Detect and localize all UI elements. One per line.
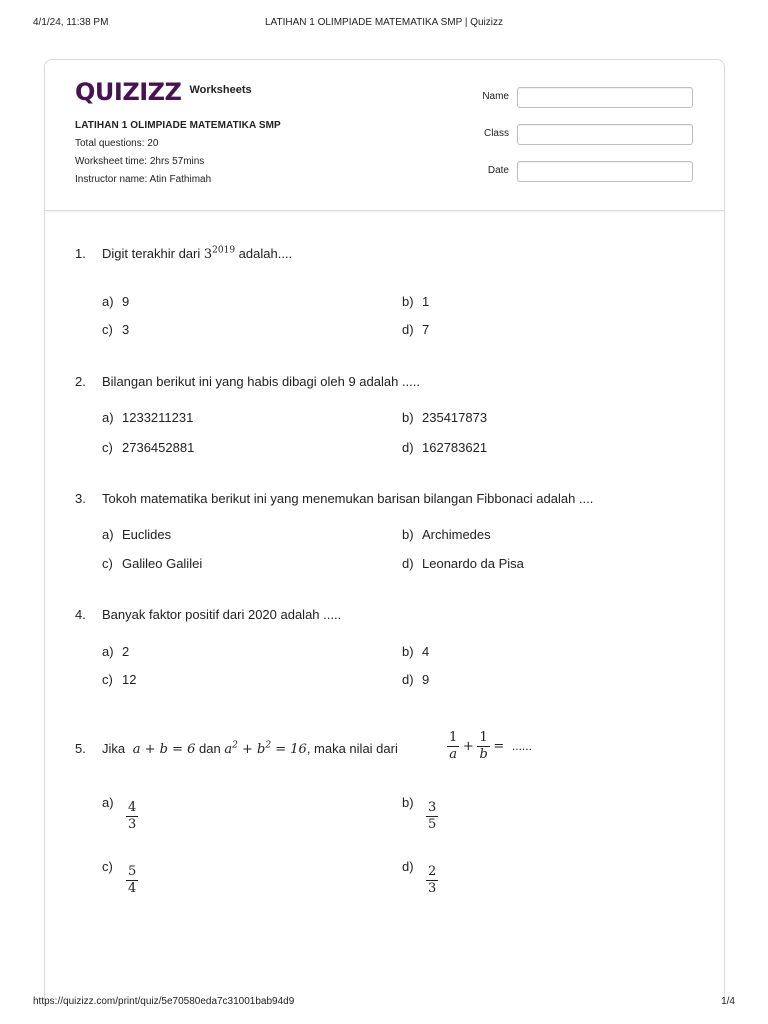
option-letter: b) — [402, 795, 414, 810]
option-d[interactable] — [402, 556, 524, 571]
quizizz-logo: QUIZIZZ — [75, 78, 182, 106]
option-a[interactable] — [102, 527, 171, 542]
option-text: Leonardo da Pisa — [422, 556, 524, 571]
equals-sign: = — [493, 738, 505, 754]
logo-subtitle: Worksheets — [189, 84, 252, 96]
option-letter: a) — [102, 644, 114, 659]
option-d[interactable] — [402, 440, 487, 455]
option-text: 7 — [422, 322, 430, 337]
option-letter: c) — [102, 859, 113, 874]
denominator: 3 — [428, 881, 437, 896]
date-field[interactable] — [517, 161, 693, 182]
question-number: 2. — [75, 374, 86, 389]
option-text: Archimedes — [422, 527, 491, 542]
option-d[interactable] — [402, 672, 429, 687]
class-field[interactable] — [517, 124, 693, 145]
plus-sign: + — [237, 742, 258, 757]
denominator: a — [449, 747, 458, 762]
equation-sum: a + b = 6 — [132, 742, 196, 757]
option-fraction — [126, 864, 138, 897]
worksheet-time: Worksheet time: 2hrs 57mins — [75, 156, 205, 167]
option-letter: b) — [402, 527, 414, 542]
option-c[interactable] — [102, 322, 129, 337]
numerator: 5 — [128, 864, 137, 879]
fraction-1-over-b — [477, 730, 489, 763]
question-text-part: adalah.... — [235, 246, 293, 261]
question-number: 1. — [75, 246, 86, 261]
equals-rhs: = 16 — [271, 742, 307, 757]
option-text: 2736452881 — [122, 440, 195, 455]
equation-squares — [224, 742, 306, 757]
question-number: 5. — [75, 741, 86, 756]
option-b[interactable] — [402, 410, 487, 425]
option-b[interactable] — [402, 644, 429, 659]
print-datetime: 4/1/24, 11:38 PM — [33, 17, 109, 28]
var-b: b — [257, 742, 266, 757]
fraction-expression — [447, 730, 532, 763]
option-b[interactable] — [402, 294, 429, 309]
option-letter: d) — [402, 556, 414, 571]
power-exponent: 2019 — [212, 245, 236, 256]
option-text: 1 — [422, 294, 430, 309]
instructor-name: Instructor name: Atin Fathimah — [75, 174, 212, 185]
option-letter: c) — [102, 556, 113, 571]
question-number: 3. — [75, 491, 86, 506]
question-text-part: dan — [199, 741, 221, 756]
print-title: LATIHAN 1 OLIMPIADE MATEMATIKA SMP | Quizizz — [264, 17, 504, 28]
numerator: 4 — [128, 800, 137, 815]
option-letter: b) — [402, 294, 414, 309]
option-c[interactable] — [102, 672, 136, 687]
option-a[interactable] — [102, 294, 129, 309]
option-text: 9 — [422, 672, 430, 687]
name-field[interactable] — [517, 87, 693, 108]
print-footer — [0, 996, 768, 1010]
ellipsis: ...... — [511, 738, 532, 753]
option-d[interactable] — [402, 322, 429, 337]
numerator: 3 — [428, 800, 437, 815]
option-fraction — [126, 800, 138, 833]
question-text: Bilangan berikut ini yang habis dibagi oleh 9 adalah ..... — [102, 374, 420, 389]
denominator: 5 — [428, 817, 437, 832]
option-letter: d) — [402, 440, 414, 455]
option-text: 162783621 — [422, 440, 488, 455]
option-letter: c) — [102, 672, 113, 687]
exponent: 2 — [232, 740, 238, 751]
total-questions: Total questions: 20 — [75, 138, 159, 149]
question-text — [102, 741, 398, 757]
question-text — [102, 246, 292, 262]
denominator: 3 — [128, 817, 137, 832]
option-b[interactable] — [402, 527, 491, 542]
option-text: 4 — [422, 644, 430, 659]
option-text: Galileo Galilei — [122, 556, 203, 571]
option-letter: d) — [402, 322, 414, 337]
question-number: 4. — [75, 607, 86, 622]
option-letter: d) — [402, 859, 414, 874]
option-fraction — [426, 800, 438, 833]
option-letter: c) — [102, 322, 113, 337]
question-text-part: Jika — [102, 741, 126, 756]
option-letter: a) — [102, 527, 114, 542]
option-text: Euclides — [122, 527, 172, 542]
plus-sign: + — [462, 738, 474, 754]
date-label: Date — [487, 165, 509, 176]
question-text: Banyak faktor positif dari 2020 adalah ..... — [102, 607, 342, 622]
question-text-part: Digit terakhir dari — [102, 246, 204, 261]
fraction-1-over-a — [447, 730, 459, 763]
option-letter: b) — [402, 410, 414, 425]
question-text: Tokoh matematika berikut ini yang menemukan barisan bilangan Fibbonaci adalah .... — [102, 491, 594, 506]
class-label: Class — [483, 128, 509, 139]
numerator: 2 — [428, 864, 437, 879]
option-c[interactable] — [102, 440, 194, 455]
option-c[interactable] — [102, 556, 202, 571]
option-fraction — [426, 864, 438, 897]
option-text: 12 — [122, 672, 137, 687]
exponent: 2 — [265, 740, 272, 751]
name-label: Name — [482, 91, 509, 102]
option-text: 1233211231 — [122, 410, 194, 425]
numerator: 1 — [477, 730, 489, 747]
print-url[interactable]: https://quizizz.com/print/quiz/5e70580eda7c31001bab94d9 — [33, 996, 295, 1007]
worksheet-header — [45, 60, 724, 211]
option-letter: a) — [102, 795, 114, 810]
worksheet-card — [44, 59, 725, 1000]
worksheet-title: LATIHAN 1 OLIMPIADE MATEMATIKA SMP — [75, 120, 281, 131]
option-letter: a) — [102, 410, 114, 425]
numerator: 1 — [449, 730, 458, 745]
option-text: 3 — [122, 322, 130, 337]
option-letter: d) — [402, 672, 414, 687]
option-letter: a) — [102, 294, 114, 309]
denominator: b — [479, 747, 488, 762]
denominator: 4 — [128, 881, 137, 896]
option-text: 235417873 — [422, 410, 488, 425]
option-text: 9 — [122, 294, 130, 309]
option-letter: c) — [102, 440, 113, 455]
option-text: 2 — [122, 644, 130, 659]
print-header — [0, 17, 768, 31]
option-a[interactable] — [102, 410, 193, 425]
var-a: a — [224, 742, 233, 757]
brand-logo — [75, 77, 252, 107]
option-letter: b) — [402, 644, 414, 659]
page-number: 1/4 — [721, 996, 735, 1007]
question-text-part: , maka nilai dari — [306, 741, 398, 756]
option-a[interactable] — [102, 644, 129, 659]
power-base: 3 — [203, 247, 213, 262]
question-5 — [75, 730, 635, 770]
